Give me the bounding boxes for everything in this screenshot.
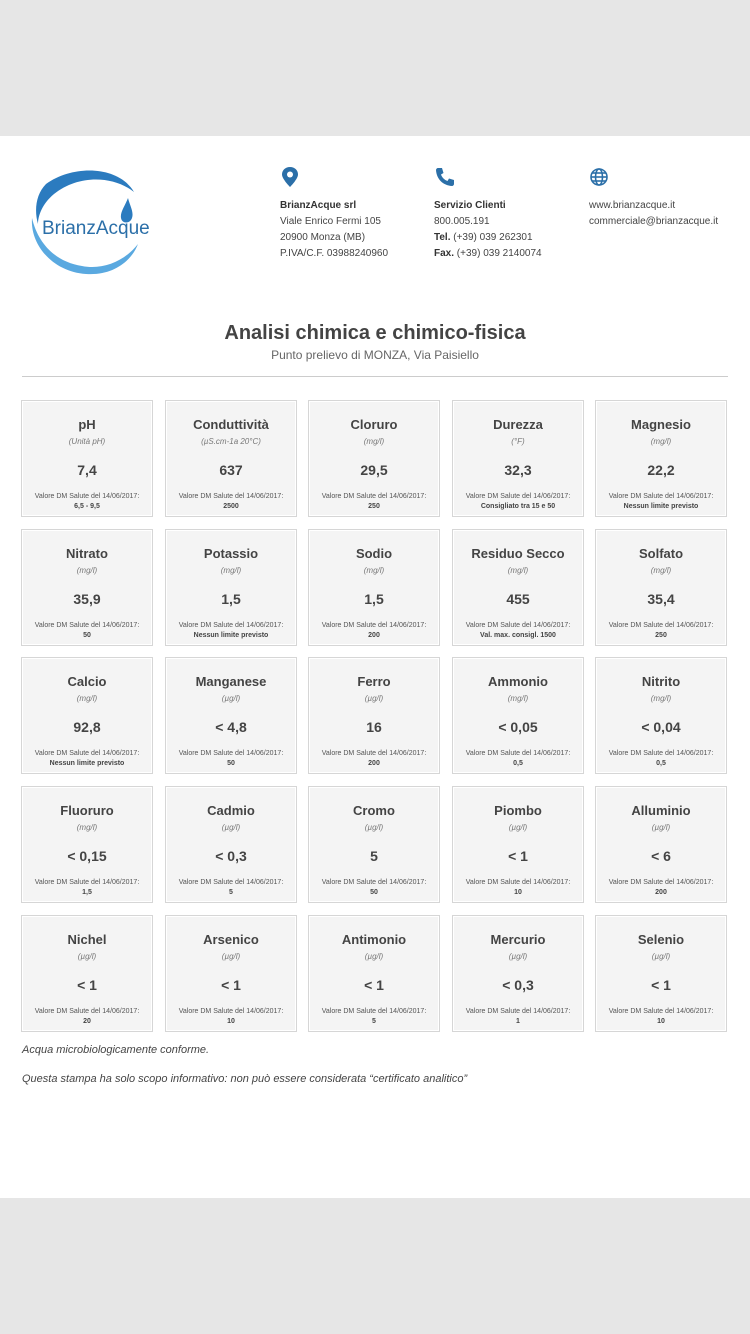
logo-text: BrianzAcque xyxy=(42,218,150,239)
parameter-value: < 0,04 xyxy=(641,719,681,735)
parameter-name: Arsenico xyxy=(203,932,259,947)
parameter-card xyxy=(21,915,153,1032)
parameter-name: Cadmio xyxy=(207,803,255,818)
parameter-unit: (mg/l) xyxy=(363,566,385,575)
limit-label: Valore DM Salute del 14/06/2017: xyxy=(465,750,571,757)
parameter-name: Conduttività xyxy=(193,417,269,432)
parameter-unit: (µg/l) xyxy=(651,823,671,832)
parameter-name: Potassio xyxy=(203,546,259,561)
parameter-card xyxy=(165,657,297,774)
parameter-value: < 1 xyxy=(651,977,671,993)
limit-value: 0,5 xyxy=(513,760,523,767)
parameter-unit: (µg/l) xyxy=(651,952,671,961)
website-link[interactable]: www.brianzacque.it xyxy=(589,200,676,211)
address-block xyxy=(280,166,388,262)
parameter-value: < 4,8 xyxy=(215,719,247,735)
limit-value: Nessun limite previsto xyxy=(623,503,699,510)
limit-label: Valore DM Salute del 14/06/2017: xyxy=(178,879,284,886)
parameter-name: Solfato xyxy=(638,546,684,561)
parameter-value: 29,5 xyxy=(360,462,388,478)
parameter-name: Nitrato xyxy=(66,546,108,561)
location-pin-icon xyxy=(280,166,300,188)
parameter-card xyxy=(308,915,440,1032)
limit-value: 1,5 xyxy=(82,889,92,896)
limit-label: Valore DM Salute del 14/06/2017: xyxy=(321,493,427,500)
parameter-card xyxy=(21,400,153,517)
parameter-name: Mercurio xyxy=(490,932,546,947)
parameter-name: Selenio xyxy=(637,932,685,947)
parameter-unit: (mg/l) xyxy=(507,566,529,575)
service-title: Servizio Clienti xyxy=(434,200,506,211)
parameter-value: 1,5 xyxy=(364,591,384,607)
parameter-name: Alluminio xyxy=(631,803,691,818)
parameter-unit: (µS.cm-1a 20°C) xyxy=(201,437,261,446)
parameter-unit: (°F) xyxy=(511,437,525,446)
parameter-value: 7,4 xyxy=(77,462,97,478)
parameter-value: < 1 xyxy=(508,848,528,864)
parameter-card xyxy=(595,529,727,646)
parameter-value: < 0,15 xyxy=(67,848,107,864)
parameter-card xyxy=(595,657,727,774)
limit-value: 20 xyxy=(83,1018,91,1025)
parameter-name: Magnesio xyxy=(631,417,691,432)
limit-value: 0,5 xyxy=(656,760,666,767)
limit-label: Valore DM Salute del 14/06/2017: xyxy=(608,1008,714,1015)
parameter-unit: (µg/l) xyxy=(508,952,528,961)
parameter-value: < 1 xyxy=(77,977,97,993)
limit-label: Valore DM Salute del 14/06/2017: xyxy=(178,750,284,757)
parameter-card xyxy=(308,786,440,903)
limit-value: 50 xyxy=(83,632,91,639)
parameter-value: < 1 xyxy=(221,977,241,993)
limit-value: Nessun limite previsto xyxy=(49,760,125,767)
limit-label: Valore DM Salute del 14/06/2017: xyxy=(465,879,571,886)
limit-label: Valore DM Salute del 14/06/2017: xyxy=(608,750,714,757)
limit-value: 10 xyxy=(514,889,522,896)
parameter-unit: (Unità pH) xyxy=(68,437,106,446)
parameter-name: Nitrito xyxy=(641,674,681,689)
parameter-name: Cloruro xyxy=(350,417,398,432)
report-sheet xyxy=(0,136,750,1198)
limit-label: Valore DM Salute del 14/06/2017: xyxy=(465,493,571,500)
parameter-value: 35,4 xyxy=(647,591,675,607)
parameter-value: 35,9 xyxy=(73,591,101,607)
limit-value: 10 xyxy=(227,1018,235,1025)
microbiology-note: Acqua microbiologicamente conforme. xyxy=(22,1044,210,1056)
fax-number: (+39) 039 2140074 xyxy=(456,248,542,259)
parameter-card xyxy=(165,400,297,517)
parameter-card xyxy=(452,915,584,1032)
limit-value: 1 xyxy=(516,1018,520,1025)
parameter-unit: (µg/l) xyxy=(221,823,241,832)
limit-value: Val. max. consigl. 1500 xyxy=(480,632,556,639)
phone-icon xyxy=(434,166,454,188)
limit-label: Valore DM Salute del 14/06/2017: xyxy=(608,879,714,886)
brianzacque-logo xyxy=(24,166,164,278)
parameter-card xyxy=(308,400,440,517)
fax-line xyxy=(434,246,542,262)
divider xyxy=(22,376,728,377)
parameter-name: Piombo xyxy=(494,803,542,818)
fax-label: Fax. xyxy=(434,248,455,259)
parameter-unit: (µg/l) xyxy=(364,694,384,703)
toll-free-number[interactable]: 800.005.191 xyxy=(434,216,490,227)
limit-value: 50 xyxy=(370,889,378,896)
parameter-unit: (µg/l) xyxy=(221,952,241,961)
parameter-value: 5 xyxy=(370,848,378,864)
parameter-card xyxy=(595,915,727,1032)
parameter-name: Sodio xyxy=(355,546,393,561)
parameter-unit: (µg/l) xyxy=(364,823,384,832)
parameter-unit: (mg/l) xyxy=(507,694,529,703)
parameter-unit: (mg/l) xyxy=(650,694,672,703)
parameter-unit: (µg/l) xyxy=(221,694,241,703)
tel-label: Tel. xyxy=(434,232,451,243)
limit-label: Valore DM Salute del 14/06/2017: xyxy=(34,879,140,886)
parameter-value: 637 xyxy=(219,462,243,478)
vat-number: P.IVA/C.F. 03988240960 xyxy=(280,248,389,259)
limit-value: 200 xyxy=(368,760,380,767)
parameter-value: 32,3 xyxy=(504,462,532,478)
parameter-card xyxy=(21,657,153,774)
limit-label: Valore DM Salute del 14/06/2017: xyxy=(34,750,140,757)
report-subtitle: Punto prelievo di MONZA, Via Paisiello xyxy=(271,348,479,362)
parameter-unit: (mg/l) xyxy=(363,437,385,446)
parameter-card xyxy=(165,915,297,1032)
limit-label: Valore DM Salute del 14/06/2017: xyxy=(178,622,284,629)
parameter-card xyxy=(452,400,584,517)
limit-label: Valore DM Salute del 14/06/2017: xyxy=(178,493,284,500)
parameter-value: 92,8 xyxy=(73,719,101,735)
parameter-unit: (mg/l) xyxy=(650,566,672,575)
parameter-card xyxy=(308,657,440,774)
company-name: BrianzAcque srl xyxy=(280,200,357,211)
parameter-value: 455 xyxy=(506,591,530,607)
parameter-name: Cromo xyxy=(353,803,395,818)
limit-label: Valore DM Salute del 14/06/2017: xyxy=(178,1008,284,1015)
limit-label: Valore DM Salute del 14/06/2017: xyxy=(321,1008,427,1015)
parameter-name: pH xyxy=(78,417,96,432)
tel-number: (+39) 039 262301 xyxy=(453,232,533,243)
customer-service-block xyxy=(434,166,542,262)
parameter-unit: (mg/l) xyxy=(76,566,98,575)
parameter-name: Ferro xyxy=(357,674,391,689)
limit-value: 10 xyxy=(657,1018,665,1025)
limit-value: 200 xyxy=(368,632,380,639)
parameter-value: 16 xyxy=(366,719,382,735)
parameter-unit: (mg/l) xyxy=(76,694,98,703)
limit-value: 5 xyxy=(372,1018,376,1025)
parameter-card xyxy=(452,657,584,774)
limit-label: Valore DM Salute del 14/06/2017: xyxy=(321,622,427,629)
limit-label: Valore DM Salute del 14/06/2017: xyxy=(34,493,140,500)
limit-value: 250 xyxy=(655,632,667,639)
parameter-value: 1,5 xyxy=(221,591,241,607)
parameter-value: < 0,3 xyxy=(215,848,247,864)
parameter-card xyxy=(595,786,727,903)
address-line: Viale Enrico Fermi 105 xyxy=(280,216,381,227)
parameter-unit: (µg/l) xyxy=(77,952,97,961)
email-link[interactable]: commerciale@brianzacque.it xyxy=(589,216,719,227)
parameter-card xyxy=(452,786,584,903)
globe-icon xyxy=(589,166,609,188)
limit-value: Consigliato tra 15 e 50 xyxy=(480,503,556,510)
parameter-name: Nichel xyxy=(67,932,107,947)
limit-value: 250 xyxy=(368,503,380,510)
limit-value: 6,5 - 9,5 xyxy=(74,503,100,510)
parameter-name: Manganese xyxy=(195,674,267,689)
tel-line[interactable] xyxy=(434,230,542,246)
parameter-name: Calcio xyxy=(67,674,107,689)
parameter-card xyxy=(165,786,297,903)
parameter-name: Ammonio xyxy=(488,674,548,689)
limit-value: Nessun limite previsto xyxy=(193,632,269,639)
parameter-value: < 0,3 xyxy=(502,977,534,993)
disclaimer-note: Questa stampa ha solo scopo informativo: non può essere considerata “certificato analitico” xyxy=(22,1073,468,1085)
parameter-value: < 0,05 xyxy=(498,719,538,735)
parameter-name: Fluoruro xyxy=(60,803,114,818)
limit-label: Valore DM Salute del 14/06/2017: xyxy=(465,1008,571,1015)
address-city: 20900 Monza (MB) xyxy=(280,232,366,243)
limit-label: Valore DM Salute del 14/06/2017: xyxy=(34,1008,140,1015)
parameter-name: Residuo Secco xyxy=(471,546,565,561)
limit-label: Valore DM Salute del 14/06/2017: xyxy=(465,622,571,629)
parameter-card xyxy=(21,529,153,646)
limit-label: Valore DM Salute del 14/06/2017: xyxy=(321,750,427,757)
parameter-name: Durezza xyxy=(493,417,543,432)
parameter-card xyxy=(595,400,727,517)
limit-value: 50 xyxy=(227,760,235,767)
parameter-unit: (mg/l) xyxy=(650,437,672,446)
parameter-value: 22,2 xyxy=(647,462,675,478)
parameter-unit: (mg/l) xyxy=(220,566,242,575)
limit-label: Valore DM Salute del 14/06/2017: xyxy=(34,622,140,629)
limit-label: Valore DM Salute del 14/06/2017: xyxy=(321,879,427,886)
report-title: Analisi chimica e chimico-fisica xyxy=(224,322,526,344)
limit-value: 200 xyxy=(655,889,667,896)
limit-label: Valore DM Salute del 14/06/2017: xyxy=(608,493,714,500)
parameter-value: < 6 xyxy=(651,848,671,864)
parameter-name: Antimonio xyxy=(341,932,407,947)
limit-label: Valore DM Salute del 14/06/2017: xyxy=(608,622,714,629)
parameter-value: < 1 xyxy=(364,977,384,993)
limit-value: 5 xyxy=(229,889,233,896)
parameter-card xyxy=(452,529,584,646)
parameter-card xyxy=(21,786,153,903)
parameter-unit: (mg/l) xyxy=(76,823,98,832)
parameter-card xyxy=(165,529,297,646)
parameter-unit: (µg/l) xyxy=(364,952,384,961)
web-block xyxy=(589,166,718,230)
limit-value: 2500 xyxy=(223,503,239,510)
parameter-card xyxy=(308,529,440,646)
parameter-unit: (µg/l) xyxy=(508,823,528,832)
